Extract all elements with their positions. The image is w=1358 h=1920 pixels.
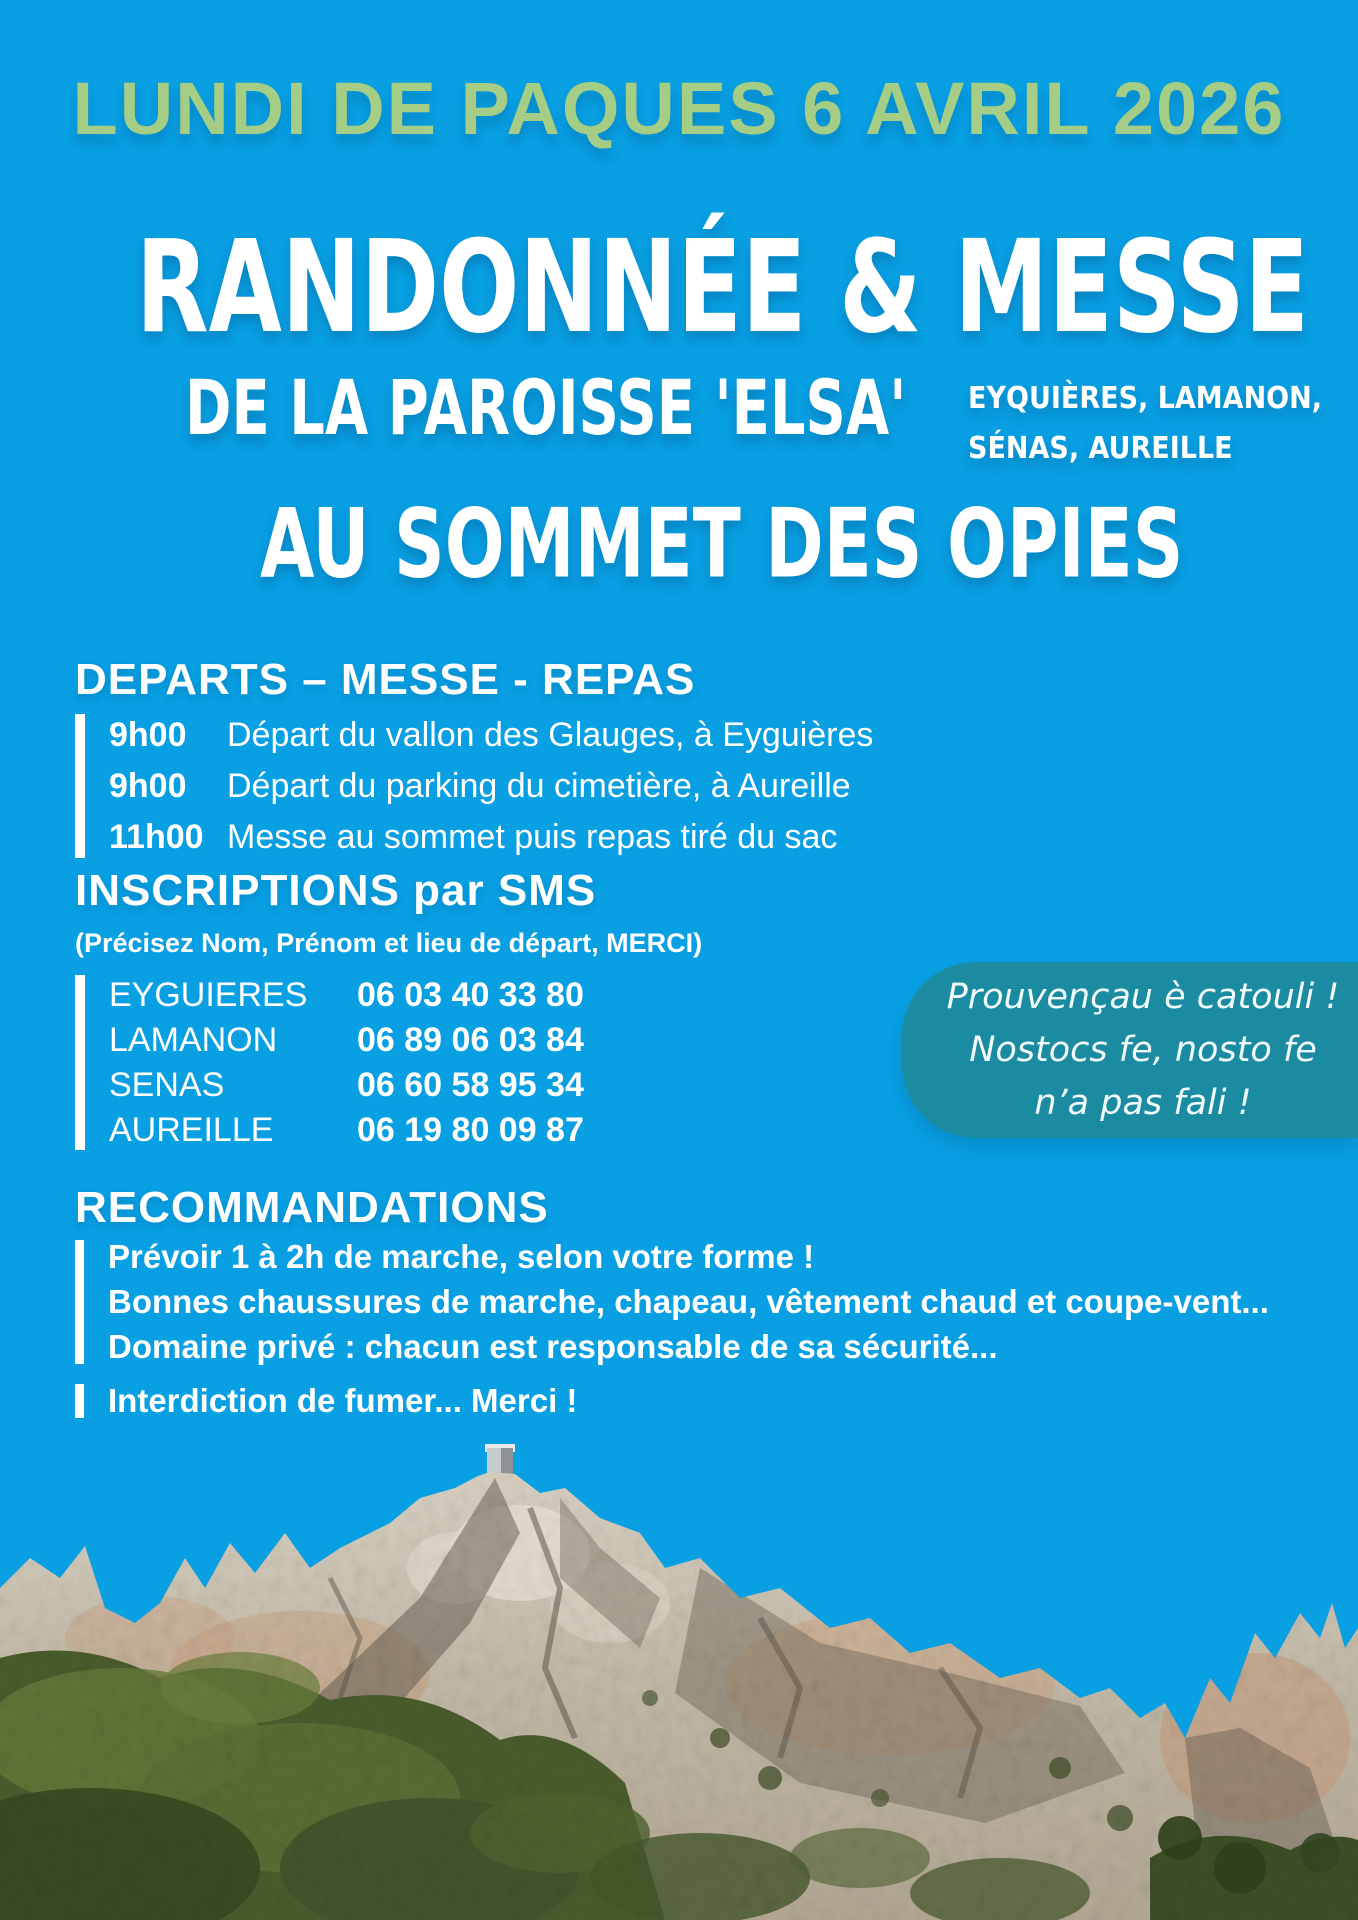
departs-row [109, 714, 873, 756]
villages-list [968, 374, 1322, 474]
title-paroisse-elsa: DE LA PAROISSE 'ELSA' [185, 364, 907, 453]
depart-time: 9h00 [109, 716, 187, 754]
departs-row [109, 816, 873, 858]
title-randonnee-messe: RANDONNÉE & MESSE [136, 212, 1310, 362]
contact-phone: 06 89 06 03 84 [357, 1021, 584, 1059]
recommandation-item: Prévoir 1 à 2h de marche, selon votre forme ! [108, 1238, 815, 1275]
villages-line-2: SÉNAS, AUREILLE [968, 431, 1233, 466]
recommandations-list [75, 1240, 1269, 1364]
inscriptions-heading: INSCRIPTIONS par SMS [75, 866, 597, 915]
title-sommet-opies: AU SOMMET DES OPIES [260, 488, 1184, 600]
depart-time: 11h00 [109, 818, 204, 856]
recommandation-item: Interdiction de fumer... Merci ! [108, 1382, 578, 1419]
departs-heading: DEPARTS – MESSE - REPAS [75, 655, 696, 704]
contact-place: LAMANON [109, 1021, 278, 1059]
villages-line-1: EYQUIÈRES, LAMANON, [968, 381, 1322, 416]
depart-text: Départ du parking du cimetière, à Aureille [227, 767, 851, 805]
mountain-massif [0, 1438, 1358, 1920]
depart-time: 9h00 [109, 767, 187, 805]
recommandations-heading: RECOMMANDATIONS [75, 1183, 549, 1232]
departs-list [75, 714, 873, 858]
contact-place: AUREILLE [109, 1111, 274, 1149]
departs-row [109, 765, 873, 807]
contact-place: SENAS [109, 1066, 225, 1104]
depart-text: Messe au sommet puis repas tiré du sac [227, 818, 838, 856]
badge-line-1: Prouvençau è catouli ! [946, 976, 1340, 1017]
contact-phone: 06 60 58 95 34 [357, 1066, 584, 1104]
recommandation-no-smoking [75, 1384, 577, 1418]
contact-place: EYGUIERES [109, 976, 308, 1014]
provencal-badge [902, 962, 1358, 1138]
contact-phone: 06 19 80 09 87 [357, 1111, 584, 1149]
date-banner: LUNDI DE PAQUES 6 AVRIL 2026 [72, 67, 1286, 150]
recommandation-item: Domaine privé : chacun est responsable de sa sécurité... [108, 1328, 998, 1365]
contact-list [75, 975, 584, 1150]
recommandation-item: Bonnes chaussures de marche, chapeau, vêtement chaud et coupe-vent... [108, 1283, 1269, 1320]
badge-line-2: Nostocs fe, nosto fe [969, 1029, 1317, 1070]
badge-line-3: n’a pas fali ! [1034, 1082, 1252, 1123]
inscriptions-note: (Précisez Nom, Prénom et lieu de départ, MERCI) [75, 928, 703, 958]
summit-photo [0, 1438, 1358, 1920]
contact-phone: 06 03 40 33 80 [357, 976, 584, 1014]
depart-text: Départ du vallon des Glauges, à Eyguières [227, 716, 874, 754]
